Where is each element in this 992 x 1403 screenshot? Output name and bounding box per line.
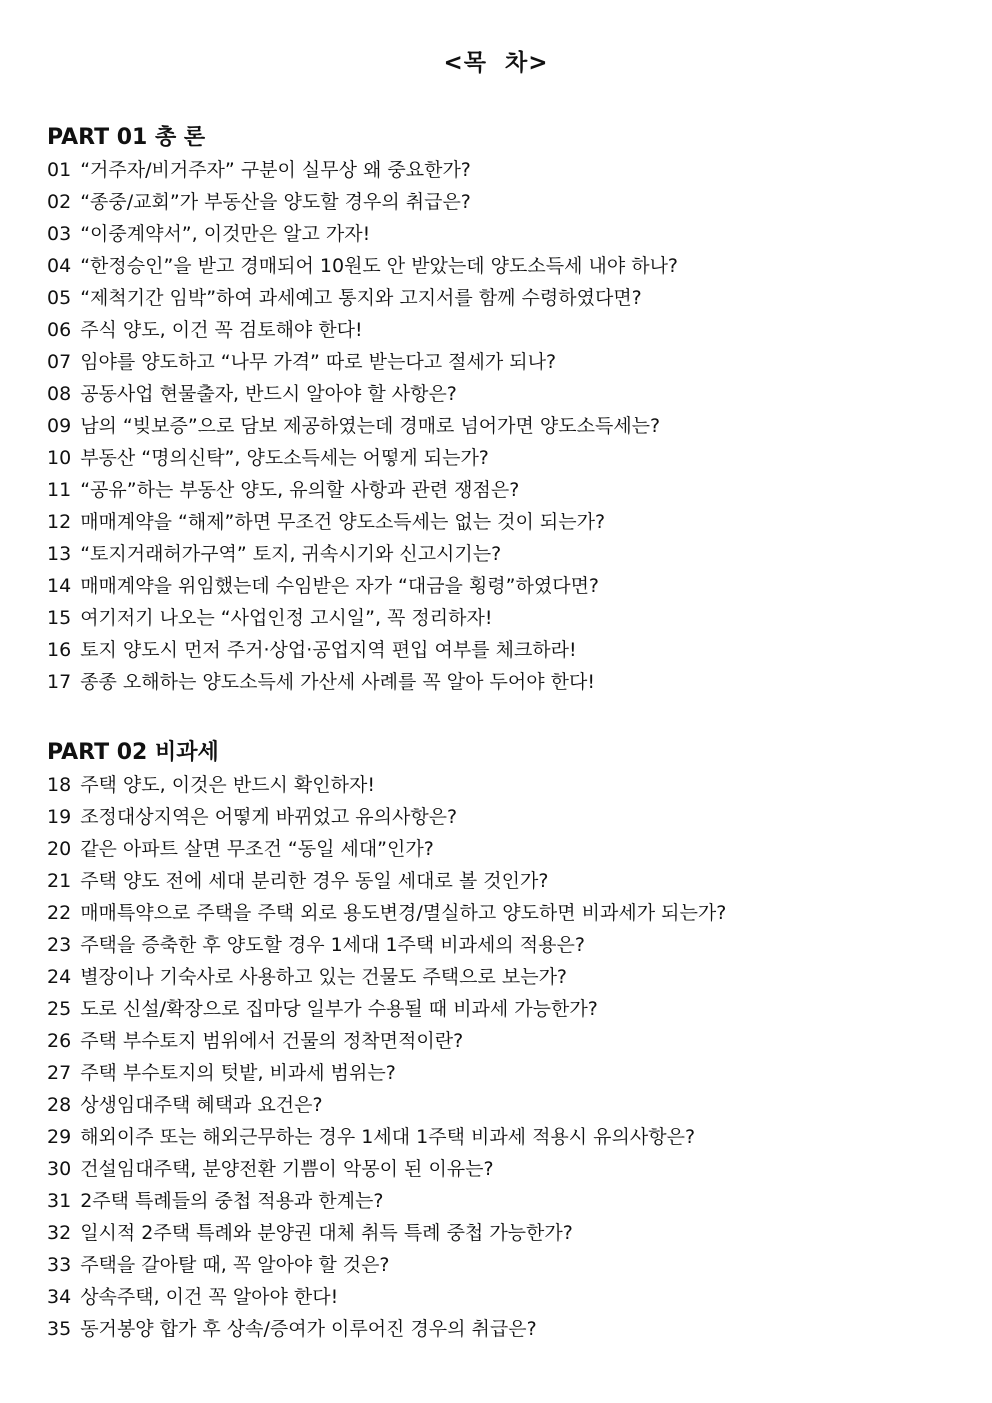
toc-item-number: 08 xyxy=(47,383,72,405)
toc-item xyxy=(47,506,947,538)
toc-item-number: 13 xyxy=(47,543,72,565)
toc-item-title: 매매특약으로 주택을 주택 외로 용도변경/멸실하고 양도하면 비과세가 되는가? xyxy=(80,902,727,924)
toc-item-title: 해외이주 또는 해외근무하는 경우 1세대 1주택 비과세 적용시 유의사항은? xyxy=(80,1126,696,1148)
toc-item-title: 도로 신설/확장으로 집마당 일부가 수용될 때 비과세 가능한가? xyxy=(80,998,598,1020)
toc-item xyxy=(47,1249,947,1281)
toc-item-title: 조정대상지역은 어떻게 바뀌었고 유의사항은? xyxy=(80,806,458,828)
toc-item-number: 34 xyxy=(47,1286,72,1308)
toc-item xyxy=(47,833,947,865)
toc-item-title: 부동산 “명의신탁”, 양도소득세는 어떻게 되는가? xyxy=(80,447,489,469)
toc-item-title: “제척기간 임박”하여 과세예고 통지와 고지서를 함께 수령하였다면? xyxy=(80,287,642,309)
toc-item-number: 05 xyxy=(47,287,72,309)
toc-item-title: “토지거래허가구역” 토지, 귀속시기와 신고시기는? xyxy=(80,543,502,565)
toc-item-title: 건설임대주택, 분양전환 기쁨이 악몽이 된 이유는? xyxy=(80,1158,494,1180)
page-title: <목 차> xyxy=(443,50,549,76)
toc-item-number: 01 xyxy=(47,159,72,181)
toc-item-number: 18 xyxy=(47,774,72,796)
toc-item xyxy=(47,769,947,801)
part-heading: PART 01 총 론 xyxy=(47,125,206,150)
toc-item-number: 21 xyxy=(47,870,72,892)
toc-item-title: 상속주택, 이건 꼭 알아야 한다! xyxy=(80,1286,339,1308)
part-01-section xyxy=(47,122,947,698)
toc-item-title: 주택 양도, 이것은 반드시 확인하자! xyxy=(80,774,375,796)
toc-item-number: 06 xyxy=(47,319,72,341)
toc-list xyxy=(47,769,947,1345)
toc-item-number: 16 xyxy=(47,639,72,661)
toc-item xyxy=(47,538,947,570)
toc-item-number: 09 xyxy=(47,415,72,437)
toc-item xyxy=(47,250,947,282)
toc-item xyxy=(47,378,947,410)
toc-item xyxy=(47,865,947,897)
toc-item-title: 주택을 증축한 후 양도할 경우 1세대 1주택 비과세의 적용은? xyxy=(80,934,585,956)
toc-item-number: 17 xyxy=(47,671,72,693)
toc-item-number: 04 xyxy=(47,255,72,277)
toc-item-number: 22 xyxy=(47,902,72,924)
toc-item-title: 같은 아파트 살면 무조건 “동일 세대”인가? xyxy=(80,838,434,860)
toc-item-number: 02 xyxy=(47,191,72,213)
toc-item-title: 토지 양도시 먼저 주거·상업·공업지역 편입 여부를 체크하라! xyxy=(80,639,577,661)
toc-item-title: 매매계약을 위임했는데 수임받은 자가 “대금을 횡령”하였다면? xyxy=(80,575,600,597)
toc-item xyxy=(47,897,947,929)
toc-item xyxy=(47,1025,947,1057)
toc-item xyxy=(47,1281,947,1313)
toc-item-title: 공동사업 현물출자, 반드시 알아야 할 사항은? xyxy=(80,383,457,405)
toc-item xyxy=(47,634,947,666)
toc-item-title: 주택 부수토지 범위에서 건물의 정착면적이란? xyxy=(80,1030,464,1052)
toc-item-number: 23 xyxy=(47,934,72,956)
toc-item-number: 30 xyxy=(47,1158,72,1180)
toc-item xyxy=(47,442,947,474)
toc-item xyxy=(47,1057,947,1089)
toc-item xyxy=(47,602,947,634)
toc-item-number: 11 xyxy=(47,479,72,501)
toc-item-title: 임야를 양도하고 “나무 가격” 따로 받는다고 절세가 되나? xyxy=(80,351,557,373)
toc-item-title: 일시적 2주택 특례와 분양권 대체 취득 특례 중첩 가능한가? xyxy=(80,1222,573,1244)
toc-item xyxy=(47,1185,947,1217)
toc-item-number: 07 xyxy=(47,351,72,373)
toc-item xyxy=(47,154,947,186)
toc-item-title: 별장이나 기숙사로 사용하고 있는 건물도 주택으로 보는가? xyxy=(80,966,568,988)
toc-item xyxy=(47,666,947,698)
toc-item-title: 2주택 특례들의 중첩 적용과 한계는? xyxy=(80,1190,384,1212)
toc-item-number: 10 xyxy=(47,447,72,469)
toc-item-number: 27 xyxy=(47,1062,72,1084)
toc-item xyxy=(47,186,947,218)
part-heading: PART 02 비과세 xyxy=(47,740,219,765)
toc-item xyxy=(47,801,947,833)
toc-item-number: 03 xyxy=(47,223,72,245)
toc-item-title: “종중/교회”가 부동산을 양도할 경우의 취급은? xyxy=(80,191,471,213)
toc-item-number: 31 xyxy=(47,1190,72,1212)
toc-item-title: “이중계약서”, 이것만은 알고 가자! xyxy=(80,223,371,245)
toc-item-title: “공유”하는 부동산 양도, 유의할 사항과 관련 쟁점은? xyxy=(80,479,520,501)
toc-item-number: 33 xyxy=(47,1254,72,1276)
toc-item xyxy=(47,929,947,961)
toc-item-number: 26 xyxy=(47,1030,72,1052)
toc-list xyxy=(47,154,947,698)
toc-item xyxy=(47,1217,947,1249)
toc-item-title: 매매계약을 “해제”하면 무조건 양도소득세는 없는 것이 되는가? xyxy=(80,511,606,533)
toc-item-title: 주택 부수토지의 텃밭, 비과세 범위는? xyxy=(80,1062,396,1084)
toc-item-title: 동거봉양 합가 후 상속/증여가 이루어진 경우의 취급은? xyxy=(80,1318,537,1340)
toc-item-number: 24 xyxy=(47,966,72,988)
toc-item-title: 종종 오해하는 양도소득세 가산세 사례를 꼭 알아 두어야 한다! xyxy=(80,671,595,693)
toc-item-title: 여기저기 나오는 “사업인정 고시일”, 꼭 정리하자! xyxy=(80,607,493,629)
toc-item xyxy=(47,1313,947,1345)
toc-item xyxy=(47,218,947,250)
toc-item-number: 32 xyxy=(47,1222,72,1244)
toc-item xyxy=(47,282,947,314)
toc-item-title: 남의 “빚보증”으로 담보 제공하였는데 경매로 넘어가면 양도소득세는? xyxy=(80,415,661,437)
toc-item xyxy=(47,1121,947,1153)
toc-item-number: 25 xyxy=(47,998,72,1020)
toc-item xyxy=(47,993,947,1025)
toc-item xyxy=(47,961,947,993)
part-02-section xyxy=(47,737,947,1345)
toc-item-title: 주택 양도 전에 세대 분리한 경우 동일 세대로 볼 것인가? xyxy=(80,870,549,892)
toc-item-number: 20 xyxy=(47,838,72,860)
toc-item xyxy=(47,314,947,346)
toc-item xyxy=(47,1153,947,1185)
toc-item-title: “한정승인”을 받고 경매되어 10원도 안 받았는데 양도소득세 내야 하나? xyxy=(80,255,679,277)
toc-item xyxy=(47,570,947,602)
toc-item-number: 29 xyxy=(47,1126,72,1148)
toc-item xyxy=(47,474,947,506)
toc-item-number: 35 xyxy=(47,1318,72,1340)
toc-item xyxy=(47,410,947,442)
toc-item-title: 주택을 갈아탈 때, 꼭 알아야 할 것은? xyxy=(80,1254,390,1276)
toc-item-title: 상생임대주택 혜택과 요건은? xyxy=(80,1094,323,1116)
toc-item xyxy=(47,1089,947,1121)
toc-item-number: 15 xyxy=(47,607,72,629)
toc-item-title: 주식 양도, 이건 꼭 검토해야 한다! xyxy=(80,319,363,341)
toc-item-number: 19 xyxy=(47,806,72,828)
toc-item-number: 14 xyxy=(47,575,72,597)
toc-item-title: “거주자/비거주자” 구분이 실무상 왜 중요한가? xyxy=(80,159,471,181)
toc-item-number: 28 xyxy=(47,1094,72,1116)
toc-item xyxy=(47,346,947,378)
toc-item-number: 12 xyxy=(47,511,72,533)
